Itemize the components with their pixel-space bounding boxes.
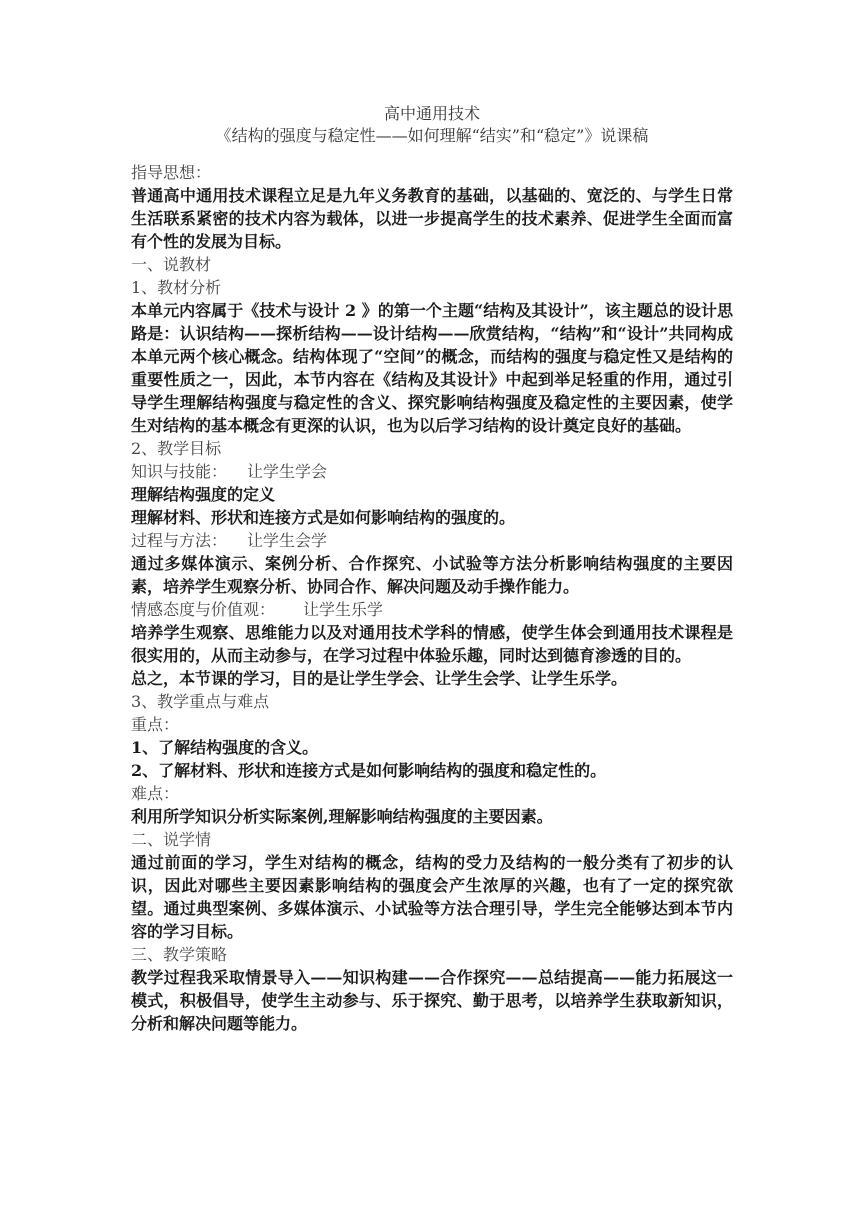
section-2-heading: 二、说学情 [131,830,212,849]
difficulty-text: 利用所学知识分析实际案例,理解影响结构强度的主要因素。 [131,807,553,826]
section-2-text: 通过前面的学习，学生对结构的概念，结构的受力及结构的一般分类有了初步的认识，因此对哪些主要因素影响结构的强度会产生浓厚的兴趣，也有了一定的探究欲望。通过典型案例、多媒体演示、小试验等方法合理引导，学生完全能够达到本节内容的学习目标。 [131,853,733,941]
summary-text: 总之，本节课的学习，目的是让学生学会、让学生会学、让学生乐学。 [131,669,628,688]
guiding-text: 普通高中通用技术课程立足是九年义务教育的基础，以基础的、宽泛的、与学生日常生活联系紧密的技术内容为载体，以进一步提高学生的技术素养、促进学生全面而富有个性的发展为目标。 [131,186,733,251]
difficulty-heading: 难点： [131,784,180,803]
key-point-2: 2、了解材料、形状和连接方式是如何影响结构的强度和稳定性的。 [131,761,607,780]
key-point-1: 1、了解结构强度的含义。 [131,738,319,757]
key-points-heading: 重点： [131,715,180,734]
section-1-1-text: 本单元内容属于《技术与设计 2 》的第一个主题“结构及其设计”，该主题总的设计思路是：认识结构——探析结构——设计结构——欣赏结构，“结构”和“设计”共同构成本单元两个核心概念。结构体现了“空间”的概念，而结构的强度与稳定性又是结构的重要性质之一，因此，本节内容在《结构及其设计》中起到举足轻重的作用，通过引导学生理解结构强度与稳定性的含义、探究影响结构强度及稳定性的主要因素，使学生对结构的基本概念有更深的认识，也为以后学习结构的设计奠定良好的基础。 [131,301,733,435]
goal-1-label: 知识与技能： [131,462,228,481]
section-1-1-heading: 1、教材分析 [131,278,222,297]
document-title: 高中通用技术 [383,104,480,123]
section-1-2-heading: 2、教学目标 [131,439,222,458]
section-3-heading: 三、教学策略 [131,945,228,964]
goal-2-tag: 让学生会学 [247,531,328,550]
goal-3-tag: 让学生乐学 [303,600,384,619]
section-3-text: 教学过程我采取情景导入——知识构建——合作探究——总结提高——能力拓展这一模式，积极倡导，使学生主动参与、乐于探究、勤于思考，以培养学生获取新知识，分析和解决问题等能力。 [131,968,733,1033]
goal-2-label: 过程与方法： [131,531,228,550]
goal-3-label: 情感态度与价值观： [131,600,276,619]
document-page [131,103,733,1035]
section-1-heading: 一、说教材 [131,255,212,274]
goal-1-item-2: 理解材料、形状和连接方式是如何影响结构的强度的。 [131,508,516,527]
goal-1-line [131,460,733,483]
document-subtitle: 《结构的强度与稳定性——如何理解“结实”和“稳定”》说课稿 [215,126,649,145]
goal-1-item-1: 理解结构强度的定义 [131,485,276,504]
goal-1-tag: 让学生学会 [247,462,328,481]
section-1-3-heading: 3、教学重点与难点 [131,692,270,711]
goal-2-line [131,529,733,552]
goal-3-line [131,598,733,621]
guiding-heading: 指导思想： [131,163,212,182]
goal-3-text: 培养学生观察、思维能力以及对通用技术学科的情感，使学生体会到通用技术课程是很实用的，从而主动参与，在学习过程中体验乐趣，同时达到德育渗透的目的。 [131,623,733,665]
goal-2-text: 通过多媒体演示、案例分析、合作探究、小试验等方法分析影响结构强度的主要因素，培养学生观察分析、协同合作、解决问题及动手操作能力。 [131,554,733,596]
